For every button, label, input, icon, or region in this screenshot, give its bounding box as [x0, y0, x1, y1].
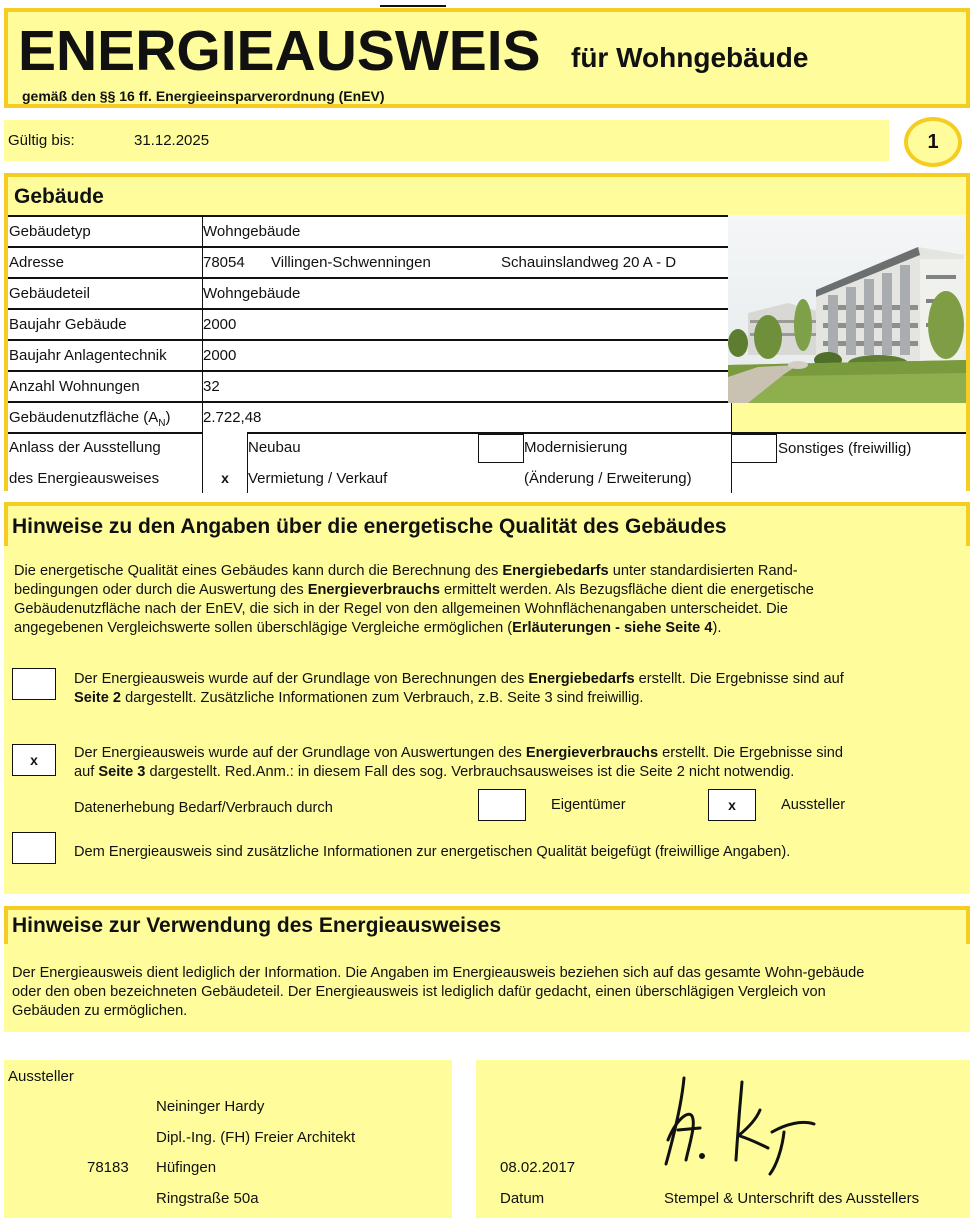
legal-basis: gemäß den §§ 16 ff. Energieeinsparverordnung (EnEV) — [22, 88, 385, 104]
vermietung-checkbox[interactable]: x — [202, 463, 248, 493]
table-row — [8, 246, 731, 277]
table-row — [8, 215, 731, 246]
building-title: Gebäude — [14, 185, 104, 208]
modernisierung-checkbox[interactable] — [478, 434, 524, 463]
row-value: Wohngebäude — [203, 223, 301, 240]
reason-modernisierung: Modernisierung — [524, 439, 628, 456]
consumption-checkbox[interactable]: x — [12, 744, 56, 776]
divider — [731, 463, 732, 493]
sonstiges-checkbox[interactable] — [731, 434, 777, 463]
usage-hints-section — [4, 906, 970, 1032]
usage-hints-title: Hinweise zur Verwendung des Energieausweises — [12, 914, 502, 937]
reason-label-2: des Energieausweises — [9, 470, 160, 487]
quality-hints-title: Hinweise zu den Angaben über die energetische Qualität des Gebäudes — [12, 515, 727, 538]
building-photo — [728, 215, 966, 403]
reason-vermietung: Vermietung / Verkauf — [248, 470, 388, 487]
issuer-checkbox[interactable]: x — [708, 789, 756, 821]
reason-modernisierung-sub: (Änderung / Erweiterung) — [524, 470, 692, 487]
row-label: Baujahr Anlagentechnik — [9, 347, 167, 364]
column-divider — [202, 215, 203, 432]
issue-date: 08.02.2017 — [500, 1159, 576, 1176]
row-value: 2000 — [203, 347, 237, 364]
table-row — [8, 339, 731, 370]
document-title: ENERGIEAUSWEIS — [18, 19, 541, 83]
date-label: Datum — [500, 1190, 545, 1207]
issuer-name: Neininger Hardy — [156, 1098, 265, 1115]
signature-label: Stempel & Unterschrift des Ausstellers — [664, 1190, 920, 1207]
neubau-checkbox[interactable] — [202, 432, 248, 463]
row-label: Gebäudenutzfläche $(A_N)$ — [9, 409, 171, 429]
collection-label: Datenerhebung Bedarf/Verbrauch durch — [74, 800, 333, 816]
address-city: Villingen-Schwenningen — [271, 254, 431, 271]
row-value: Wohngebäude — [203, 285, 301, 302]
row-value: 32 — [203, 378, 220, 395]
additional-info-checkbox[interactable] — [12, 832, 56, 864]
issuer-city: Hüfingen — [156, 1159, 217, 1176]
row-label: Gebäudetyp — [9, 223, 91, 240]
table-row — [8, 308, 731, 339]
document-subtitle: für Wohngebäude — [571, 42, 809, 73]
table-row — [8, 370, 731, 401]
issuer-street: Ringstraße 50a — [156, 1190, 259, 1207]
reason-sonstiges: Sonstiges (freiwillig) — [778, 440, 912, 457]
quality-hints-section — [4, 502, 970, 894]
issuer-block — [4, 1060, 452, 1218]
validity-label: Gültig bis: — [8, 132, 75, 149]
quality-intro: Die energetische Qualität eines Gebäudes kann durch die Berechnung des Energiebedarfs unter standardisierten Rand- bedingungen oder durch die Auswertung des Energieverbrauchs ermittelt werden. Als Bezugsfläche dient die energetische Gebäudenutzfläche nach der EnEV, die sich in der Regel von den allgemeinen Wohnflächenangaben unterscheidet. Die angegebenen Vergleichswerte sollen überschlägige Vergleiche ermöglichen (Erläuterungen - siehe Seite 4). — [14, 563, 814, 636]
row-label: Gebäudeteil — [9, 285, 90, 302]
document-header — [4, 8, 970, 108]
reason-label-1: Anlass der Ausstellung — [9, 439, 161, 456]
table-row — [8, 401, 731, 432]
row-value: 2000 — [203, 316, 237, 333]
issuer-label: Aussteller — [781, 797, 846, 813]
signature — [656, 1070, 826, 1180]
address-zip: 78054 — [203, 254, 245, 271]
signature-block — [476, 1060, 970, 1218]
issuer-title: Dipl.-Ing. (FH) Freier Architekt — [156, 1129, 356, 1146]
demand-checkbox[interactable] — [12, 668, 56, 700]
address-street: Schauinslandweg 20 A - D — [501, 254, 677, 271]
row-label: Baujahr Gebäude — [9, 316, 127, 333]
issuer-heading: Aussteller — [8, 1068, 74, 1085]
usage-text: Der Energieausweis dient lediglich der Information. Die Angaben im Energieausweis beziehen sich auf das gesamte Wohn-gebäude oder den oben bezeichneten Gebäudeteil. Der Energieausweis ist lediglich dafür gedacht, einen überschlägigen Vergleich von Gebäuden zu ermöglichen. — [12, 965, 865, 1019]
top-rule — [380, 5, 446, 7]
row-label: Adresse — [9, 254, 65, 271]
validity-date: 31.12.2025 — [134, 132, 210, 149]
page-number-badge: 1 — [904, 117, 962, 167]
owner-checkbox[interactable] — [478, 789, 526, 821]
additional-info-option: Dem Energieausweis sind zusätzliche Informationen zur energetischen Qualität beigefügt (freiwillige Angaben). — [74, 844, 791, 860]
demand-option: Der Energieausweis wurde auf der Grundlage von Berechnungen des Energiebedarfs erstellt. Die Ergebnisse sind auf Seite 2 dargestellt. Zusätzliche Informationen zum Verbrauch, z.B. Seite 3 sind freiwillig. — [74, 671, 844, 706]
validity-bar — [4, 120, 889, 161]
owner-label: Eigentümer — [551, 797, 626, 813]
consumption-option: Der Energieausweis wurde auf der Grundlage von Auswertungen des Energieverbrauchs erstellt. Die Ergebnisse sind auf Seite 3 dargestellt. Red.Anm.: in diesem Fall des sog. Verbrauchsausweises ist die Seite 2 nicht notwendig. — [74, 745, 844, 780]
issuer-zip: 78183 — [87, 1159, 129, 1176]
row-label: Anzahl Wohnungen — [9, 378, 140, 395]
reason-block — [8, 432, 966, 491]
row-value: 2.722,48 — [203, 409, 262, 426]
reason-neubau: Neubau — [248, 439, 301, 456]
table-row — [8, 277, 731, 308]
